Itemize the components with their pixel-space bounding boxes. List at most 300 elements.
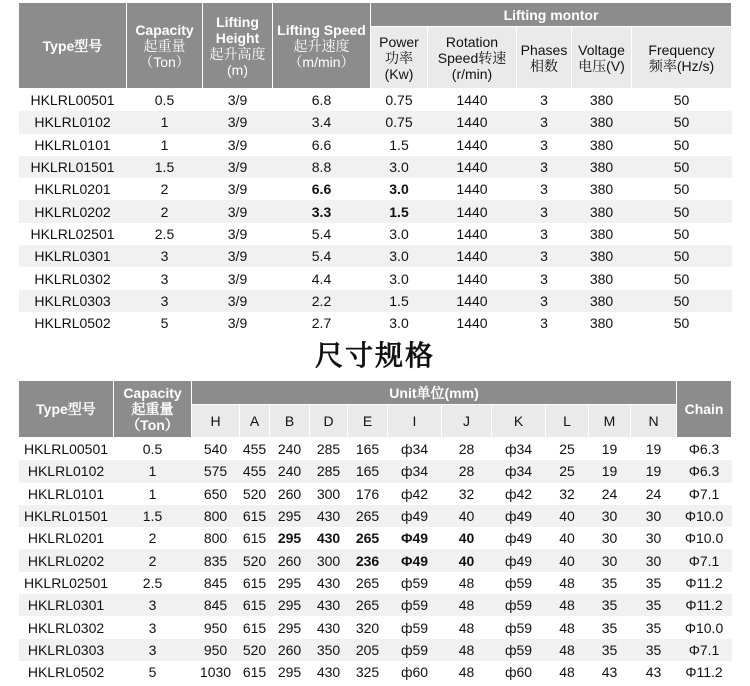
cell: 3.4 [273, 111, 371, 133]
dimension-spec-table [18, 380, 732, 683]
cell: 1440 [428, 200, 517, 222]
cell: 300 [310, 483, 348, 505]
cell: 3.0 [371, 245, 428, 267]
cell: 3 [517, 200, 572, 222]
col-b: B [270, 405, 310, 438]
col-m: M [589, 405, 631, 438]
cell: 520 [240, 549, 270, 571]
col-lifting-height: Lifting Height 起升高度 (m) [203, 3, 273, 89]
cell: 50 [632, 312, 732, 334]
cell: 30 [589, 527, 631, 549]
cell: 800 [192, 527, 240, 549]
cell: 1.5 [127, 156, 203, 178]
cell: 380 [572, 178, 632, 200]
cell: 285 [310, 438, 348, 461]
cell: HKLRL0102 [19, 460, 114, 482]
cell: 3 [127, 245, 203, 267]
cell: HKLRL0302 [19, 267, 127, 289]
cell: 240 [270, 438, 310, 461]
cell: 430 [310, 527, 348, 549]
cell: 615 [240, 505, 270, 527]
cell: 3/9 [203, 312, 273, 334]
cell: 3 [517, 134, 572, 156]
cell: Φ11.2 [677, 572, 732, 594]
cell: 835 [192, 549, 240, 571]
cell: 48 [546, 594, 589, 616]
cell: 0.75 [371, 111, 428, 133]
cell: 40 [546, 505, 589, 527]
col-type: Type型号 [19, 381, 114, 438]
cell: 240 [270, 460, 310, 482]
cell: HKLRL01501 [19, 505, 114, 527]
col-chain: Chain [677, 381, 732, 438]
cell: 35 [589, 616, 631, 638]
cell: 32 [546, 483, 589, 505]
cell: 50 [632, 267, 732, 289]
cell: ф49 [492, 505, 546, 527]
cell: 380 [572, 134, 632, 156]
col-voltage: Voltage 电压(V) [572, 27, 632, 89]
cell: 1 [127, 134, 203, 156]
cell: 40 [546, 527, 589, 549]
cell: 1440 [428, 89, 517, 112]
cell: HKLRL02501 [19, 572, 114, 594]
cell: Φ10.0 [677, 527, 732, 549]
cell: HKLRL01501 [19, 156, 127, 178]
cell: 1 [114, 460, 192, 482]
cell: 32 [442, 483, 492, 505]
cell: ф34 [492, 438, 546, 461]
cell: 430 [310, 594, 348, 616]
cell: ф59 [492, 639, 546, 661]
table-row [19, 505, 732, 527]
cell: 35 [631, 594, 677, 616]
table-row [19, 89, 732, 112]
cell: ф60 [492, 661, 546, 683]
cell: ф59 [388, 572, 442, 594]
col-phases: Phases 相数 [517, 27, 572, 89]
cell: 50 [632, 134, 732, 156]
cell: 540 [192, 438, 240, 461]
col-i: I [388, 405, 442, 438]
cell: 35 [589, 639, 631, 661]
cell: 48 [442, 594, 492, 616]
cell: 300 [310, 549, 348, 571]
cell: 2.2 [273, 290, 371, 312]
cell: 176 [348, 483, 388, 505]
cell: 25 [546, 460, 589, 482]
cell: 1440 [428, 178, 517, 200]
cell: 1440 [428, 267, 517, 289]
cell: HKLRL0201 [19, 178, 127, 200]
cell: 35 [589, 572, 631, 594]
cell: HKLRL0303 [19, 290, 127, 312]
cell: 615 [240, 594, 270, 616]
cell: 48 [546, 661, 589, 683]
col-rotation-speed: Rotation Speed转速 (r/min) [428, 27, 517, 89]
section-title: 尺寸规格 [314, 339, 435, 372]
cell: 0.75 [371, 89, 428, 112]
cell: 265 [348, 505, 388, 527]
cell: 3 [114, 616, 192, 638]
table-row [19, 223, 732, 245]
cell: 3.0 [371, 156, 428, 178]
cell: 3 [517, 312, 572, 334]
cell: 205 [348, 639, 388, 661]
col-k: K [492, 405, 546, 438]
cell: HKLRL0302 [19, 616, 114, 638]
cell: 43 [589, 661, 631, 683]
cell: 615 [240, 572, 270, 594]
cell: 3 [127, 267, 203, 289]
cell: 3 [114, 594, 192, 616]
cell: 2 [114, 549, 192, 571]
cell: 380 [572, 290, 632, 312]
cell: HKLRL0301 [19, 594, 114, 616]
cell: 1.5 [371, 200, 428, 222]
cell: Φ6.3 [677, 460, 732, 482]
cell: ф34 [388, 460, 442, 482]
cell: 260 [270, 483, 310, 505]
cell: 295 [270, 661, 310, 683]
cell: 1440 [428, 290, 517, 312]
cell: 380 [572, 111, 632, 133]
cell: 35 [631, 572, 677, 594]
cell: 165 [348, 460, 388, 482]
cell: 380 [572, 200, 632, 222]
cell: 295 [270, 594, 310, 616]
col-d: D [310, 405, 348, 438]
cell: 380 [572, 312, 632, 334]
cell: 320 [348, 616, 388, 638]
cell: 380 [572, 267, 632, 289]
lifting-spec-table [18, 2, 732, 334]
cell: 50 [632, 245, 732, 267]
cell: 40 [546, 549, 589, 571]
cell: 1440 [428, 156, 517, 178]
cell: 30 [631, 549, 677, 571]
table-row [19, 111, 732, 133]
cell: 8.8 [273, 156, 371, 178]
table-row [19, 178, 732, 200]
cell: 28 [442, 438, 492, 461]
table-row [19, 639, 732, 661]
col-group-unit: Unit单位(mm) [192, 381, 677, 405]
table-row [19, 200, 732, 222]
col-group-lifting-motor: Lifting montor [371, 3, 732, 27]
table-row [19, 616, 732, 638]
cell: 3 [517, 267, 572, 289]
cell: Φ10.0 [677, 505, 732, 527]
cell: 265 [348, 572, 388, 594]
cell: 50 [632, 156, 732, 178]
cell: 2 [127, 178, 203, 200]
cell: 3 [517, 245, 572, 267]
cell: 1030 [192, 661, 240, 683]
cell: 285 [310, 460, 348, 482]
cell: 50 [632, 89, 732, 112]
cell: 48 [442, 639, 492, 661]
cell: Φ7.1 [677, 639, 732, 661]
cell: 25 [546, 438, 589, 461]
cell: 3 [517, 223, 572, 245]
cell: 430 [310, 616, 348, 638]
cell: 3 [127, 290, 203, 312]
cell: 50 [632, 178, 732, 200]
cell: HKLRL0102 [19, 111, 127, 133]
cell: 455 [240, 438, 270, 461]
table-row [19, 661, 732, 683]
cell: 48 [442, 616, 492, 638]
cell: 40 [442, 505, 492, 527]
cell: ф49 [388, 505, 442, 527]
cell: 50 [632, 200, 732, 222]
cell: 236 [348, 549, 388, 571]
cell: 3/9 [203, 223, 273, 245]
table-row [19, 156, 732, 178]
cell: 1 [114, 483, 192, 505]
cell: 3/9 [203, 89, 273, 112]
table-row [19, 594, 732, 616]
cell: 380 [572, 89, 632, 112]
table-row [19, 245, 732, 267]
cell: HKLRL00501 [19, 438, 114, 461]
cell: 950 [192, 616, 240, 638]
cell: 4.4 [273, 267, 371, 289]
cell: 165 [348, 438, 388, 461]
cell: HKLRL0502 [19, 661, 114, 683]
cell: 40 [442, 549, 492, 571]
table-row [19, 483, 732, 505]
table-row [19, 549, 732, 571]
table-row [19, 312, 732, 334]
cell: 5.4 [273, 245, 371, 267]
cell: 24 [631, 483, 677, 505]
cell: 3 [517, 111, 572, 133]
col-a: A [240, 405, 270, 438]
cell: ф42 [388, 483, 442, 505]
cell: 40 [442, 527, 492, 549]
col-j: J [442, 405, 492, 438]
cell: 3/9 [203, 267, 273, 289]
cell: 1440 [428, 111, 517, 133]
col-capacity: Capacity 起重量 （Ton） [127, 3, 203, 89]
cell: 3 [517, 178, 572, 200]
cell: Φ7.1 [677, 549, 732, 571]
cell: 50 [632, 290, 732, 312]
cell: 260 [270, 639, 310, 661]
cell: 19 [589, 460, 631, 482]
cell: 24 [589, 483, 631, 505]
col-n: N [631, 405, 677, 438]
cell: 1.5 [371, 290, 428, 312]
cell: 35 [589, 594, 631, 616]
cell: 2.5 [127, 223, 203, 245]
cell: 455 [240, 460, 270, 482]
table-row [19, 267, 732, 289]
cell: Φ11.2 [677, 594, 732, 616]
col-frequency: Frequency 频率(Hz/s) [632, 27, 732, 89]
cell: HKLRL00501 [19, 89, 127, 112]
cell: 380 [572, 245, 632, 267]
cell: ф49 [492, 549, 546, 571]
col-capacity: Capacity 起重量 （Ton） [114, 381, 192, 438]
cell: 845 [192, 572, 240, 594]
cell: 295 [270, 527, 310, 549]
cell: 3.0 [371, 267, 428, 289]
cell: 50 [632, 111, 732, 133]
table-row [19, 460, 732, 482]
cell: 3.0 [371, 178, 428, 200]
cell: 3/9 [203, 245, 273, 267]
cell: 43 [631, 661, 677, 683]
cell: 48 [442, 661, 492, 683]
cell: ф59 [492, 572, 546, 594]
cell: 3/9 [203, 290, 273, 312]
cell: Φ6.3 [677, 438, 732, 461]
cell: 3.3 [273, 200, 371, 222]
cell: 430 [310, 572, 348, 594]
cell: 48 [546, 639, 589, 661]
cell: 48 [546, 616, 589, 638]
cell: 615 [240, 616, 270, 638]
cell: 48 [442, 572, 492, 594]
cell: 1440 [428, 134, 517, 156]
cell: 19 [589, 438, 631, 461]
cell: Φ11.2 [677, 661, 732, 683]
cell: ф59 [492, 616, 546, 638]
cell: 3 [517, 290, 572, 312]
cell: HKLRL0101 [19, 483, 114, 505]
cell: 430 [310, 661, 348, 683]
cell: 2.5 [114, 572, 192, 594]
cell: 2 [114, 527, 192, 549]
cell: ф42 [492, 483, 546, 505]
cell: 35 [631, 639, 677, 661]
cell: HKLRL0201 [19, 527, 114, 549]
cell: ф49 [492, 527, 546, 549]
cell: Φ10.0 [677, 616, 732, 638]
cell: 0.5 [114, 438, 192, 461]
cell: HKLRL0101 [19, 134, 127, 156]
cell: 0.5 [127, 89, 203, 112]
col-h: H [192, 405, 240, 438]
cell: 800 [192, 505, 240, 527]
cell: ф34 [388, 438, 442, 461]
cell: 30 [589, 549, 631, 571]
cell: 1440 [428, 245, 517, 267]
cell: Φ49 [388, 527, 442, 549]
cell: 35 [631, 616, 677, 638]
table-row [19, 572, 732, 594]
cell: 1.5 [114, 505, 192, 527]
cell: 5 [114, 661, 192, 683]
cell: 3/9 [203, 111, 273, 133]
table-row [19, 290, 732, 312]
cell: 845 [192, 594, 240, 616]
cell: 5.4 [273, 223, 371, 245]
cell: Φ7.1 [677, 483, 732, 505]
cell: 1.5 [371, 134, 428, 156]
cell: ф60 [388, 661, 442, 683]
table-row [19, 134, 732, 156]
cell: ф59 [388, 616, 442, 638]
cell: 2 [127, 200, 203, 222]
cell: 6.6 [273, 134, 371, 156]
cell: HKLRL02501 [19, 223, 127, 245]
cell: 3/9 [203, 200, 273, 222]
table-row [19, 438, 732, 461]
cell: 1440 [428, 223, 517, 245]
cell: 430 [310, 505, 348, 527]
cell: 615 [240, 661, 270, 683]
cell: 6.8 [273, 89, 371, 112]
cell: 5 [127, 312, 203, 334]
cell: 3 [517, 156, 572, 178]
cell: 650 [192, 483, 240, 505]
cell: 350 [310, 639, 348, 661]
cell: 19 [631, 438, 677, 461]
cell: 295 [270, 572, 310, 594]
table-row [19, 527, 732, 549]
cell: 325 [348, 661, 388, 683]
col-e: E [348, 405, 388, 438]
cell: 3/9 [203, 134, 273, 156]
cell: 3 [517, 89, 572, 112]
cell: 2.7 [273, 312, 371, 334]
col-type: Type型号 [19, 3, 127, 89]
cell: 3/9 [203, 156, 273, 178]
cell: 3.0 [371, 223, 428, 245]
cell: ф59 [492, 594, 546, 616]
col-lifting-speed: Lifting Speed 起升速度 （m/min） [273, 3, 371, 89]
cell: HKLRL0303 [19, 639, 114, 661]
cell: 3.0 [371, 312, 428, 334]
cell: 265 [348, 594, 388, 616]
cell: 28 [442, 460, 492, 482]
cell: 615 [240, 527, 270, 549]
cell: 30 [631, 527, 677, 549]
cell: 48 [546, 572, 589, 594]
cell: HKLRL0502 [19, 312, 127, 334]
col-power: Power 功率 (Kw) [371, 27, 428, 89]
cell: 30 [589, 505, 631, 527]
cell: HKLRL0202 [19, 200, 127, 222]
cell: HKLRL0202 [19, 549, 114, 571]
cell: 575 [192, 460, 240, 482]
cell: 520 [240, 639, 270, 661]
cell: 1440 [428, 312, 517, 334]
cell: 30 [631, 505, 677, 527]
cell: 3/9 [203, 178, 273, 200]
cell: 3 [114, 639, 192, 661]
col-l: L [546, 405, 589, 438]
cell: 380 [572, 156, 632, 178]
cell: 380 [572, 223, 632, 245]
cell: 950 [192, 639, 240, 661]
cell: HKLRL0301 [19, 245, 127, 267]
cell: 295 [270, 616, 310, 638]
cell: 6.6 [273, 178, 371, 200]
cell: ф34 [492, 460, 546, 482]
cell: 265 [348, 527, 388, 549]
cell: ф59 [388, 594, 442, 616]
cell: 1 [127, 111, 203, 133]
cell: 295 [270, 505, 310, 527]
cell: 50 [632, 223, 732, 245]
cell: 19 [631, 460, 677, 482]
cell: 520 [240, 483, 270, 505]
